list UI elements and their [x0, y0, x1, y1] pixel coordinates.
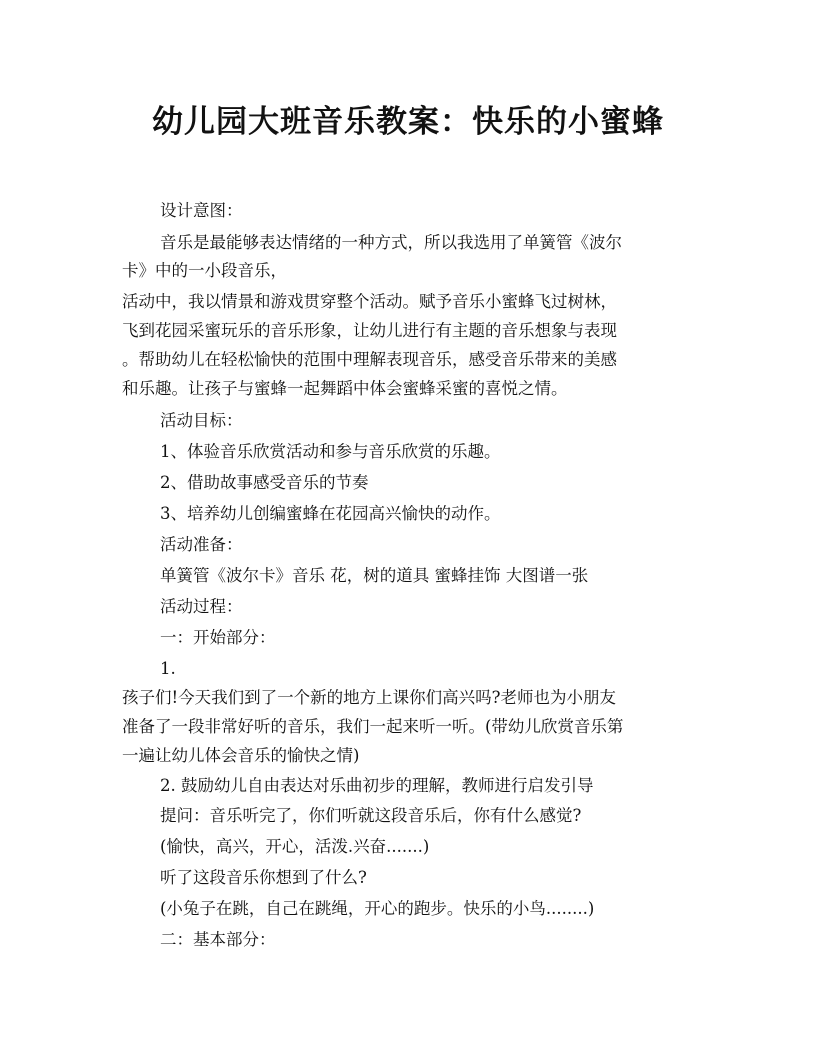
- paragraph-line: (小兔子在跳，自己在跳绳，开心的跑步。快乐的小鸟........): [160, 899, 595, 918]
- paragraph-line: 卡》中的一小段音乐，: [122, 261, 287, 280]
- paragraph-line: 听了这段音乐你想到了什么?: [160, 868, 367, 887]
- paragraph-line: (愉快，高兴，开心，活泼.兴奋.......): [160, 837, 430, 856]
- section-heading-process: 活动过程：: [160, 597, 243, 616]
- section-heading-preparation: 活动准备：: [160, 535, 243, 554]
- paragraph-line: 准备了一段非常好听的音乐，我们一起来听一听。(带幼儿欣赏音乐第: [122, 717, 624, 736]
- paragraph-line: 。帮助幼儿在轻松愉快的范围中理解表现音乐，感受音乐带来的美感: [122, 350, 617, 369]
- paragraph-line: 提问：音乐听完了，你们听就这段音乐后，你有什么感觉?: [160, 806, 582, 825]
- paragraph-line: 和乐趣。让孩子与蜜蜂一起舞蹈中体会蜜蜂采蜜的喜悦之情。: [122, 379, 568, 398]
- paragraph-line: 单簧管《波尔卡》音乐 花，树的道具 蜜蜂挂饰 大图谱一张: [160, 566, 589, 585]
- paragraph-line: 活动中，我以情景和游戏贯穿整个活动。赋予音乐小蜜蜂飞过树林，: [122, 292, 617, 311]
- subsection-heading: 一：开始部分：: [160, 628, 276, 647]
- section-heading-design-intent: 设计意图：: [160, 201, 243, 220]
- paragraph-line: 一遍让幼儿体会音乐的愉快之情): [122, 746, 360, 765]
- paragraph-line: 孩子们!今天我们到了一个新的地方上课你们高兴吗?老师也为小朋友: [122, 688, 616, 707]
- list-item: 2、借助故事感受音乐的节奏: [160, 473, 369, 492]
- paragraph-line: 飞到花园采蜜玩乐的音乐形象，让幼儿进行有主题的音乐想象与表现: [122, 321, 617, 340]
- list-number: 1.: [160, 659, 176, 678]
- paragraph-line: 音乐是最能够表达情绪的一种方式，所以我选用了单簧管《波尔: [160, 233, 622, 252]
- subsection-heading: 二：基本部分：: [160, 930, 276, 949]
- list-item: 1、体验音乐欣赏活动和参与音乐欣赏的乐趣。: [160, 442, 501, 461]
- list-item: 2. 鼓励幼儿自由表达对乐曲初步的理解，教师进行启发引导: [160, 776, 594, 795]
- document-title: 幼儿园大班音乐教案：快乐的小蜜蜂: [152, 104, 664, 140]
- list-item: 3、培养幼儿创编蜜蜂在花园高兴愉快的动作。: [160, 504, 501, 523]
- section-heading-goals: 活动目标：: [160, 411, 243, 430]
